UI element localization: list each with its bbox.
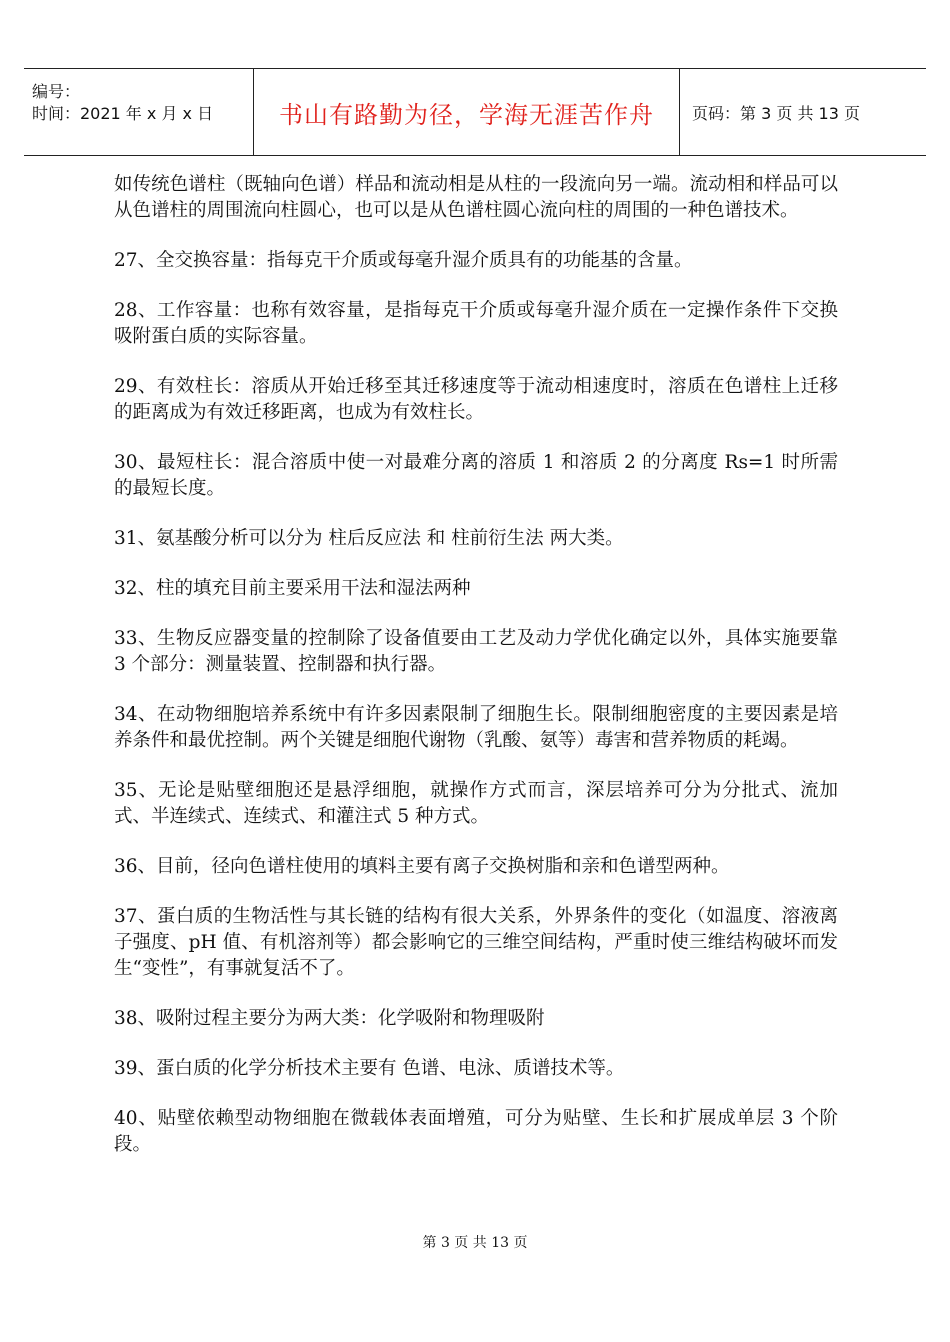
header-meta (24, 69, 254, 155)
header-motto: 书山有路勤为径，学海无涯苦作舟 (254, 69, 680, 155)
paragraph: 38、吸附过程主要分为两大类：化学吸附和物理吸附 (114, 1008, 545, 1029)
paragraph: 33、生物反应器变量的控制除了设备值要由工艺及动力学优化确定以外，具体实施要靠 3 个部分：测量装置、控制器和执行器。 (114, 628, 838, 675)
paragraph: 30、最短柱长：混合溶质中使一对最难分离的溶质 1 和溶质 2 的分离度 Rs=1 时所需的最短长度。 (114, 452, 838, 499)
paragraph: 27、全交换容量：指每克干介质或每毫升湿介质具有的功能基的含量。 (114, 250, 693, 271)
paragraph: 37、蛋白质的生物活性与其长链的结构有很大关系，外界条件的变化（如温度、溶液离子强度、pH 值、有机溶剂等）都会影响它的三维空间结构，严重时使三维结构破坏而发生“变性”，有事就复活不了。 (114, 906, 838, 979)
paragraph: 28、工作容量：也称有效容量，是指每克干介质或每毫升湿介质在一定操作条件下交换吸附蛋白质的实际容量。 (114, 300, 838, 347)
paragraph: 35、无论是贴壁细胞还是悬浮细胞，就操作方式而言，深层培养可分为分批式、流加式、半连续式、连续式、和灌注式 5 种方式。 (114, 780, 838, 827)
paragraph: 32、柱的填充目前主要采用干法和湿法两种 (114, 578, 471, 599)
paragraph: 31、氨基酸分析可以分为 柱后反应法 和 柱前衍生法 两大类。 (114, 528, 624, 549)
paragraph: 34、在动物细胞培养系统中有许多因素限制了细胞生长。限制细胞密度的主要因素是培养条件和最优控制。两个关键是细胞代谢物（乳酸、氨等）毒害和营养物质的耗竭。 (114, 704, 838, 751)
page-footer: 第 3 页 共 13 页 (422, 1235, 528, 1251)
paragraph: 29、有效柱长：溶质从开始迁移至其迁移速度等于流动相速度时，溶质在色谱柱上迁移的距离成为有效迁移距离，也成为有效柱长。 (114, 376, 838, 423)
paragraph: 39、蛋白质的化学分析技术主要有 色谱、电泳、质谱技术等。 (114, 1058, 625, 1079)
header-page-info: 页码：第 3 页 共 13 页 (692, 103, 860, 123)
paragraph: 40、贴壁依赖型动物细胞在微载体表面增殖，可分为贴壁、生长和扩展成单层 3 个阶段。 (114, 1108, 838, 1155)
document-body (114, 172, 838, 1182)
document-header (24, 68, 926, 156)
paragraph: 36、目前，径向色谱柱使用的填料主要有离子交换树脂和亲和色谱型两种。 (114, 856, 730, 877)
time-label: 时间：2021 年 x 月 x 日 (32, 104, 214, 123)
paragraph: 如传统色谱柱（既轴向色谱）样品和流动相是从柱的一段流向另一端。流动相和样品可以从色谱柱的周围流向柱圆心，也可以是从色谱柱圆心流向柱的周围的一种色谱技术。 (114, 174, 838, 221)
serial-number-label: 编号： (32, 82, 81, 101)
